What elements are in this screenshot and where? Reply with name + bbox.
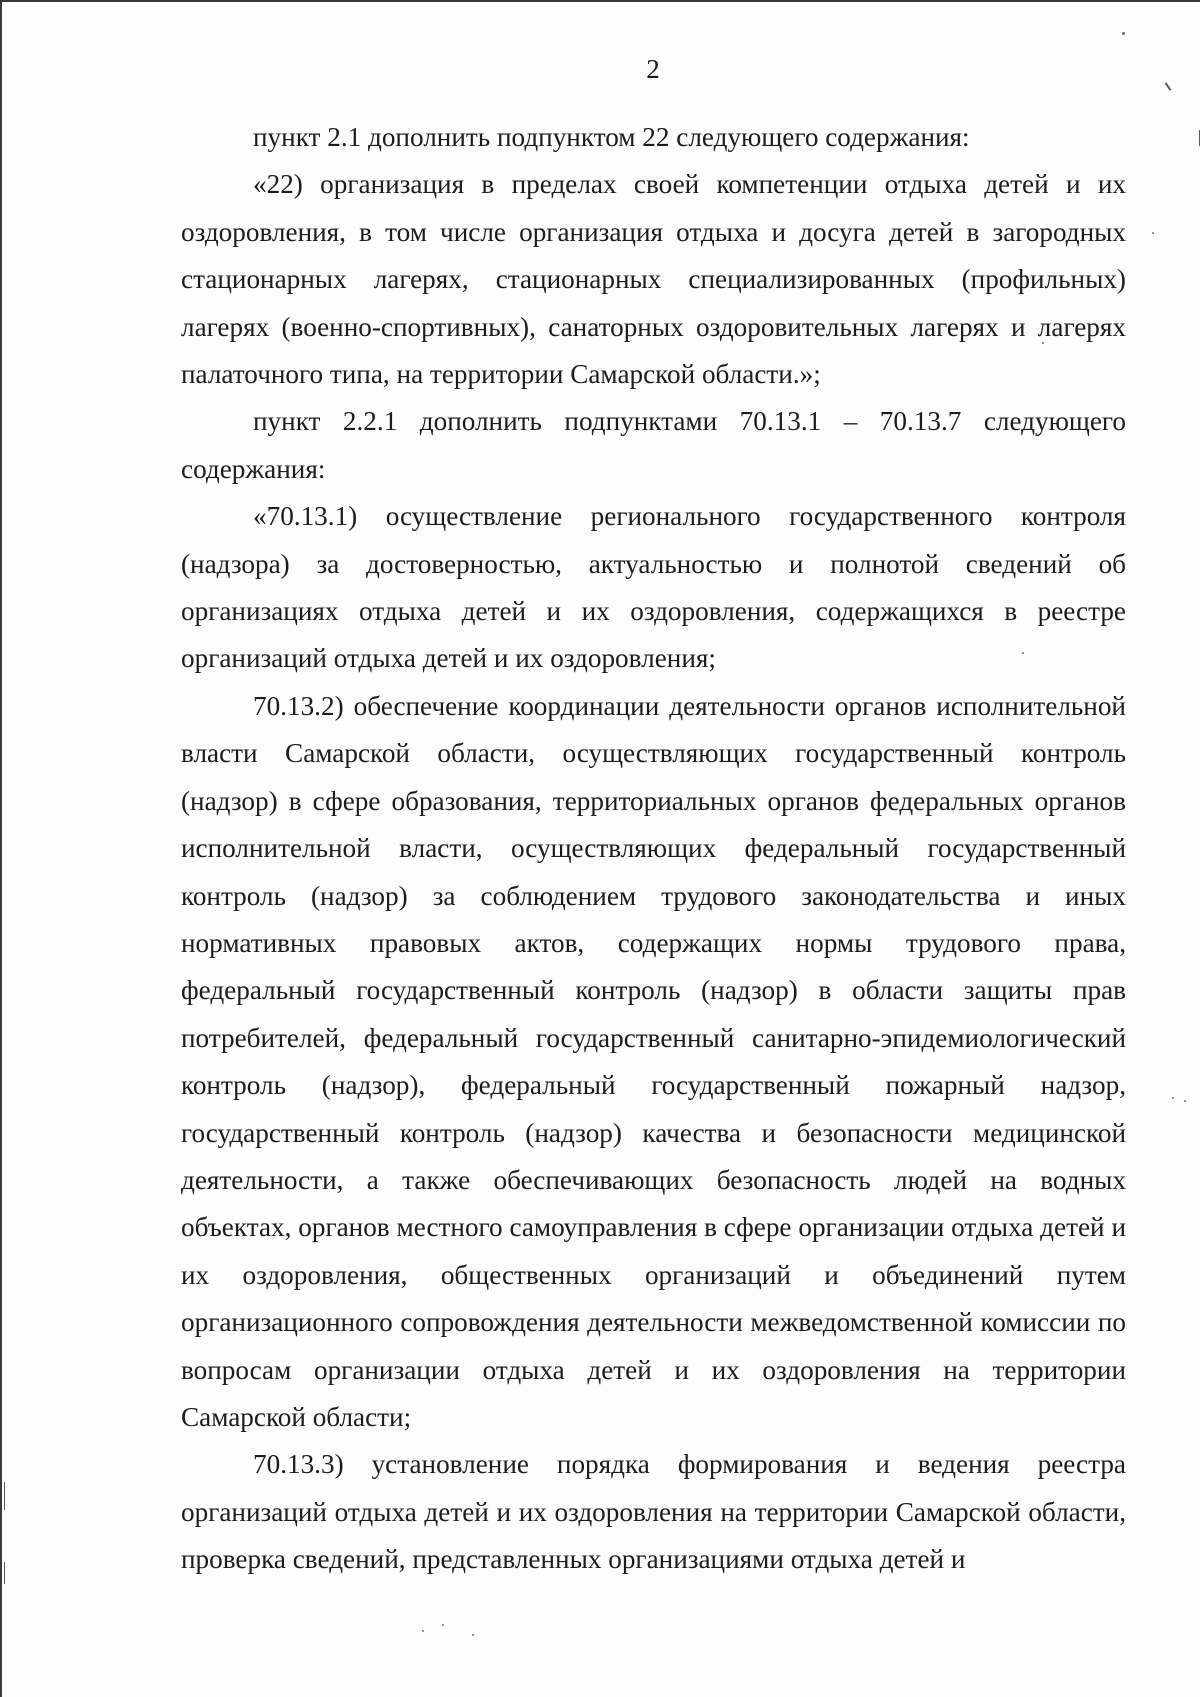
scan-artifact: [1184, 1100, 1186, 1102]
page-number: 2: [646, 54, 660, 84]
scan-artifact: [1042, 342, 1044, 344]
paragraph-subclause-70-13-1: «70.13.1) осуществление регионального государственного контроля (надзора) за достоверностью, актуальностью и полнотой сведений об организациях отдыха детей и их оздоровления, содержащихся в реестре организаций отдыха детей и их оздоровления;: [181, 501, 1126, 674]
scan-artifact: [472, 1634, 474, 1636]
scan-artifact: [4, 1562, 5, 1584]
paragraph-clause-2-2-1: пункт 2.2.1 дополнить подпунктами 70.13.1 – 70.13.7 следующего содержания:: [181, 406, 1126, 484]
paragraph-subclause-70-13-2: 70.13.2) обеспечение координации деятельности органов исполнительной власти Самарской области, осуществляющих государственный контроль (надзор) в сфере образования, территориальных органов федеральных органов исполнительной власти, осуществляющих федеральный государственный контроль (надзор) за соблюдением трудового законодательства и иных нормативных правовых актов, содержащих нормы трудового права, федеральный государственный контроль (надзор) в области защиты прав потребителей, федеральный государственный санитарно-эпидемиологический контроль (надзор), федеральный государственный пожарный надзор, государственный контроль (надзор) качества и безопасности медицинской деятельности, а также обеспечивающих безопасность людей на водных объектах, органов местного самоуправления в сфере организации отдыха детей и их оздоровления, общественных организаций и объединений путем организационного сопровождения деятельности межведомственной комиссии по вопросам организации отдыха детей и их оздоровления на территории Самарской области;: [181, 690, 1126, 1432]
scan-artifact: [1172, 1097, 1174, 1099]
paragraph-subclause-22: «22) организация в пределах своей компетенции отдыха детей и их оздоровления, в том числе организация отдыха и досуга детей в загородных стационарных лагерях, стационарных специализированных (профильных) лагерях (военно-спортивных), санаторных оздоровительных лагерях и лагерях палаточного типа, на территории Самарской области.»;: [181, 169, 1126, 390]
scan-artifact: [442, 1624, 444, 1626]
scan-artifact: [4, 1482, 5, 1510]
scan-artifact: [1152, 232, 1154, 234]
scan-artifact: [1022, 652, 1024, 654]
scan-artifact: [422, 1630, 424, 1632]
paragraph-subclause-70-13-3: 70.13.3) установление порядка формирования и ведения реестра организаций отдыха детей и их оздоровления на территории Самарской области, проверка сведений, представленных организациями отдыха детей и: [181, 1449, 1126, 1575]
document-body: [181, 114, 1126, 1584]
scan-artifact: [1122, 32, 1125, 35]
paragraph-clause-2-1: пункт 2.1 дополнить подпунктом 22 следующего содержания:: [253, 122, 970, 152]
